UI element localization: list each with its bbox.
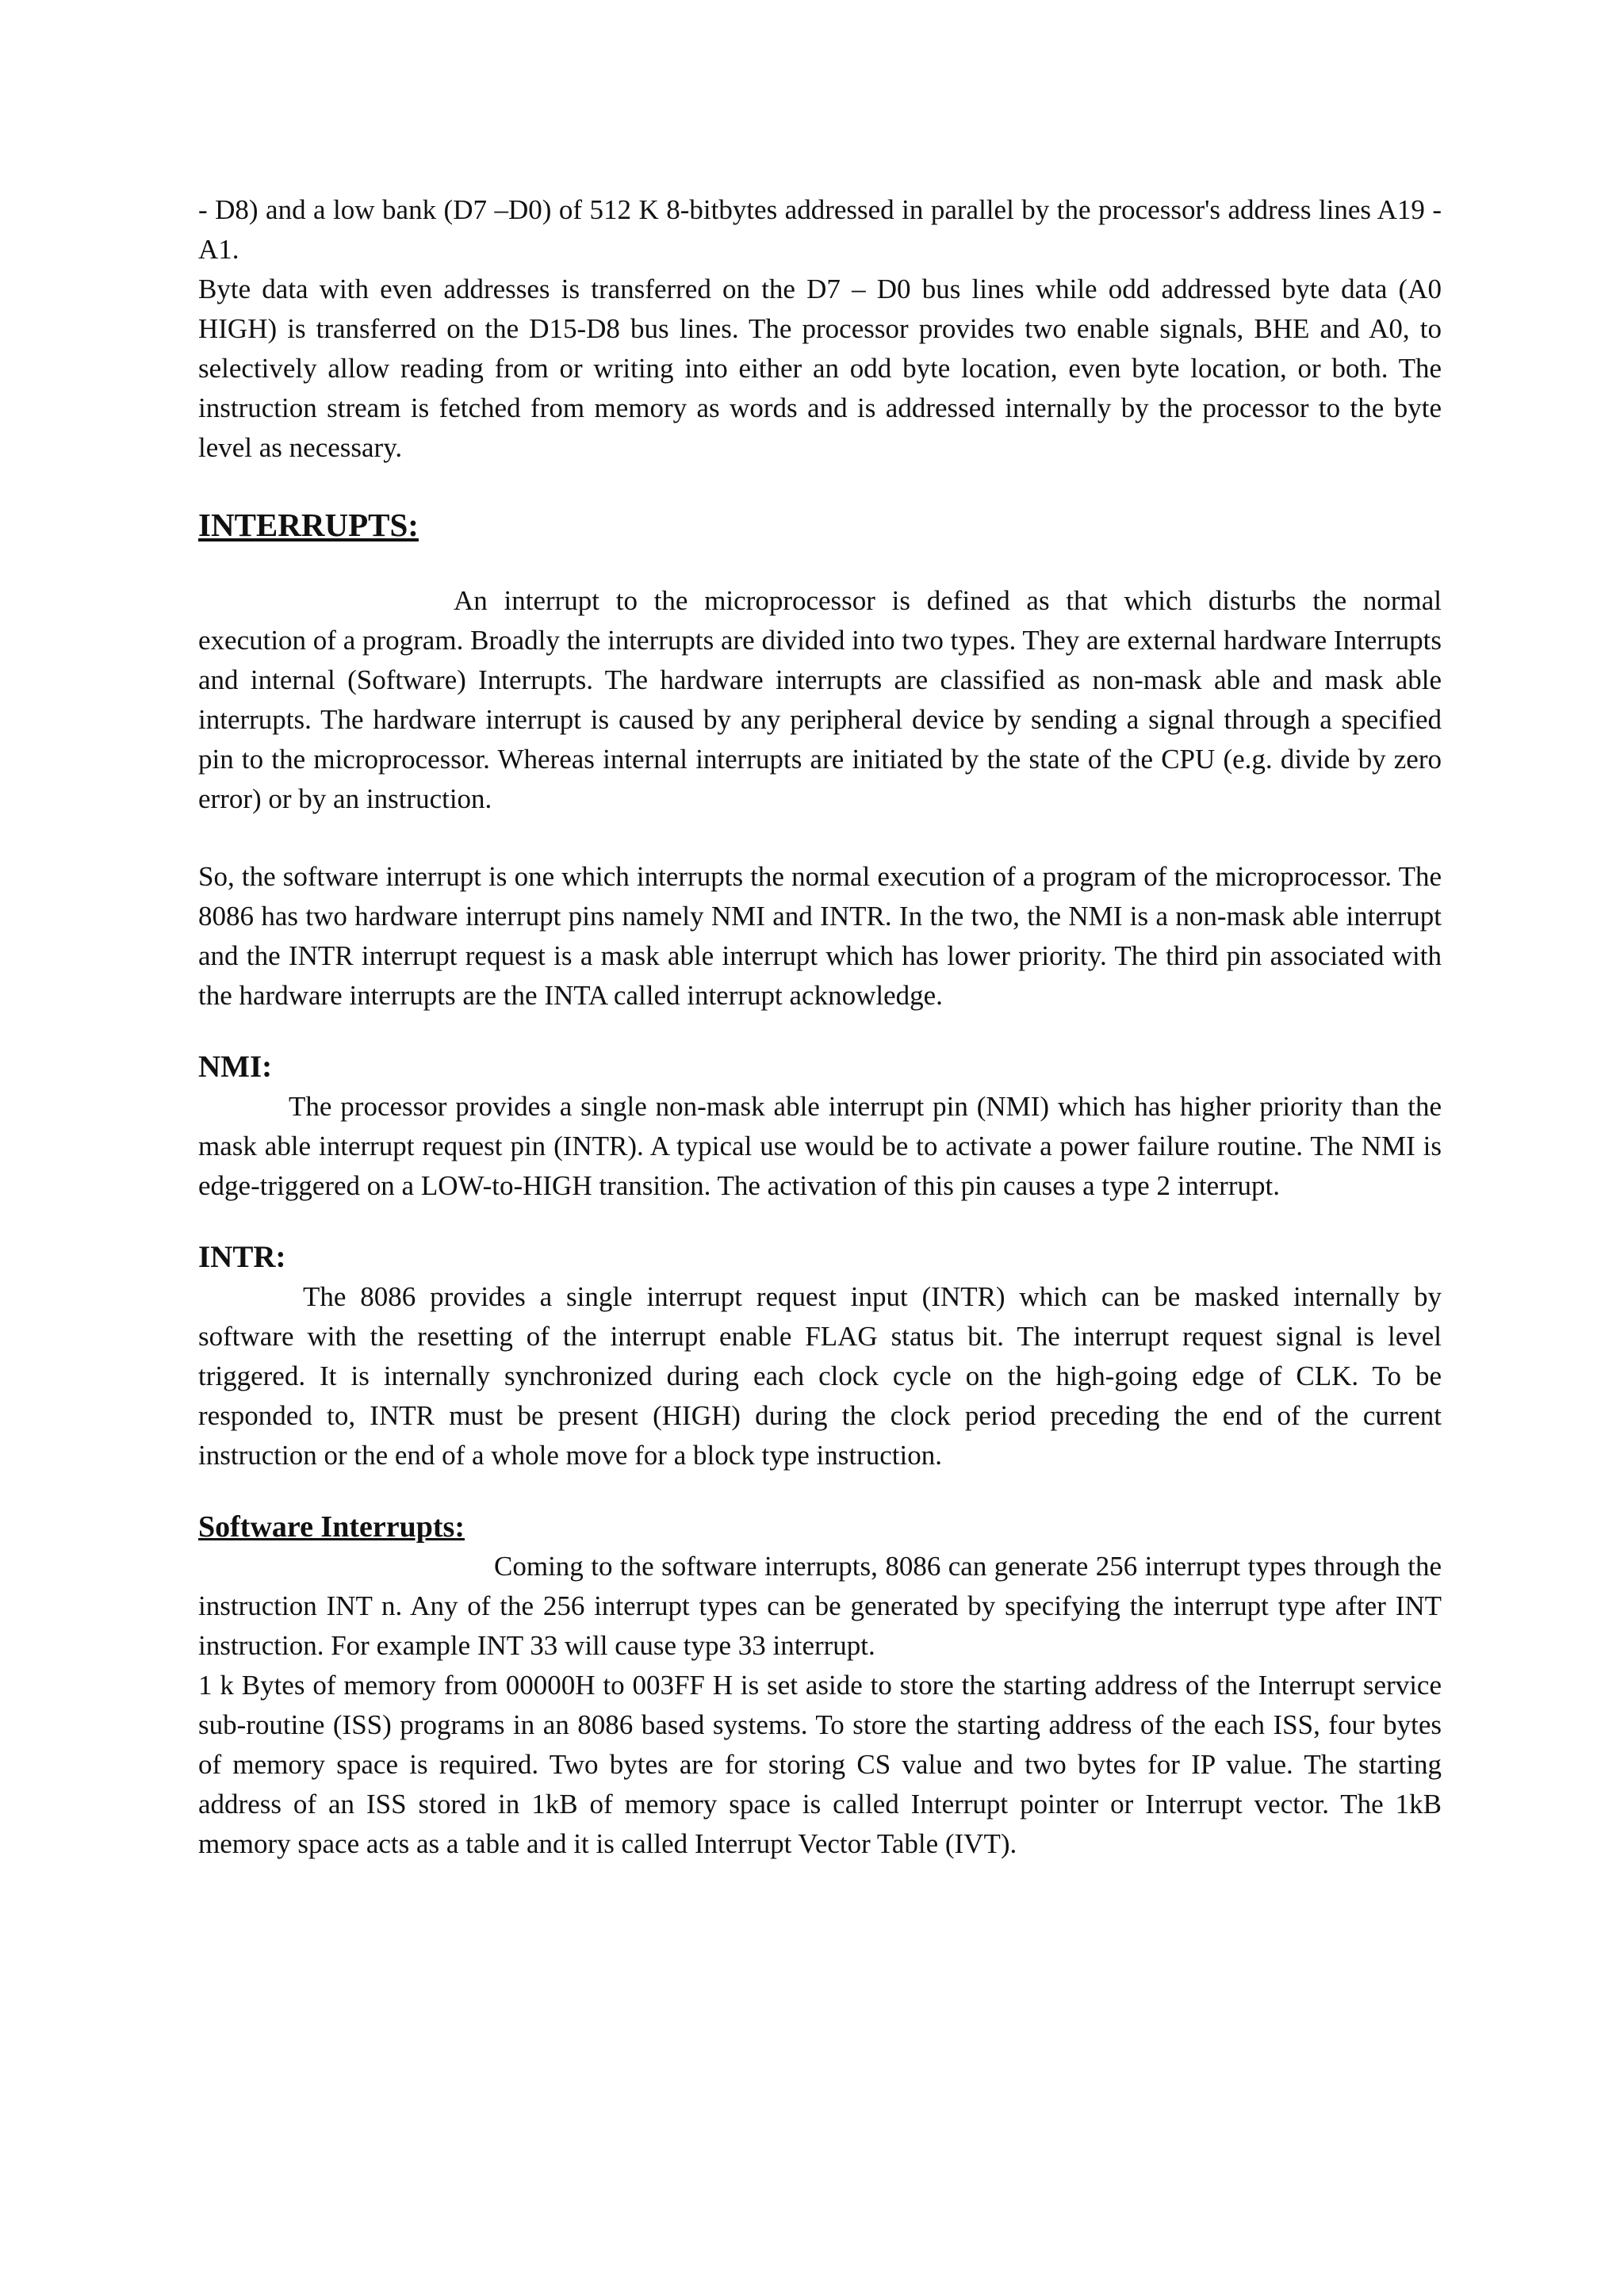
software-interrupts-paragraph-2: 1 k Bytes of memory from 00000H to 003FF H is set aside to store the starting address of the Interrupt service sub-routine (ISS) programs in an 8086 based systems. To store the starting address of the each ISS, four bytes of memory space is required. Two bytes are for storing CS value and two bytes for IP value. The starting address of an ISS stored in 1kB of memory space is called Interrupt pointer or Interrupt vector. The 1kB memory space acts as a table and it is called Interrupt Vector Table (IVT). bbox=[198, 1670, 1442, 1859]
intr-paragraph: The 8086 provides a single interrupt request input (INTR) which can be masked internally by software with the resetting of the interrupt enable FLAG status bit. The interrupt request signal is level triggered. It is internally synchronized during each clock cycle on the high-going edge of CLK. To be responded to, INTR must be present (HIGH) during the clock period preceding the end of the current instruction or the end of a whole move for a block type instruction. bbox=[198, 1281, 1442, 1471]
spacer bbox=[198, 1016, 1442, 1047]
spacer bbox=[198, 819, 1442, 857]
intro-paragraph-2: Byte data with even addresses is transferred on the D7 – D0 bus lines while odd addressed byte data (A0 HIGH) is transferred on the D15-D8 bus lines. The processor provides two enable signals, BHE and A0, to selectively allow reading from or writing into either an odd byte location, even byte location, or both. The instruction stream is fetched from memory as words and is addressed internally by the processor to the byte level as necessary. bbox=[198, 274, 1442, 463]
document-page bbox=[198, 190, 1442, 1864]
spacer bbox=[198, 468, 1442, 505]
interrupts-paragraph-1: An interrupt to the microprocessor is defined as that which disturbs the normal execution of a program. Broadly the interrupts are divided into two types. They are external hardware Interrupts and internal (Software) Interrupts. The hardware interrupts are classified as non-mask able and mask able interrupts. The hardware interrupt is caused by any peripheral device by sending a signal through a specified pin to the microprocessor. Whereas internal interrupts are initiated by the state of the CPU (e.g. divide by zero error) or by an instruction. bbox=[198, 585, 1442, 814]
spacer bbox=[198, 545, 1442, 581]
interrupts-heading: INTERRUPTS: bbox=[198, 507, 419, 543]
software-interrupts-heading: Software Interrupts: bbox=[198, 1510, 465, 1544]
nmi-paragraph: The processor provides a single non-mask able interrupt pin (NMI) which has higher priority than the mask able interrupt request pin (INTR). A typical use would be to activate a power failure routine. The NMI is edge-triggered on a LOW-to-HIGH transition. The activation of this pin causes a type 2 interrupt. bbox=[198, 1091, 1442, 1201]
spacer bbox=[198, 1206, 1442, 1238]
intro-paragraph-1: - D8) and a low bank (D7 –D0) of 512 K 8-bitbytes addressed in parallel by the processor's address lines A19 -A1. bbox=[198, 194, 1442, 265]
software-interrupts-paragraph-1: Coming to the software interrupts, 8086 can generate 256 interrupt types through the instruction INT n. Any of the 256 interrupt types can be generated by specifying the interrupt type after INT instruction. For example INT 33 will cause type 33 interrupt. bbox=[198, 1551, 1442, 1661]
intr-heading: INTR: bbox=[198, 1240, 286, 1274]
interrupts-paragraph-2: So, the software interrupt is one which interrupts the normal execution of a program of the microprocessor. The 8086 has two hardware interrupt pins namely NMI and INTR. In the two, the NMI is a non-mask able interrupt and the INTR interrupt request is a mask able interrupt which has lower priority. The third pin associated with the hardware interrupts are the INTA called interrupt acknowledge. bbox=[198, 861, 1442, 1011]
spacer bbox=[198, 1475, 1442, 1507]
nmi-heading: NMI: bbox=[198, 1050, 273, 1084]
